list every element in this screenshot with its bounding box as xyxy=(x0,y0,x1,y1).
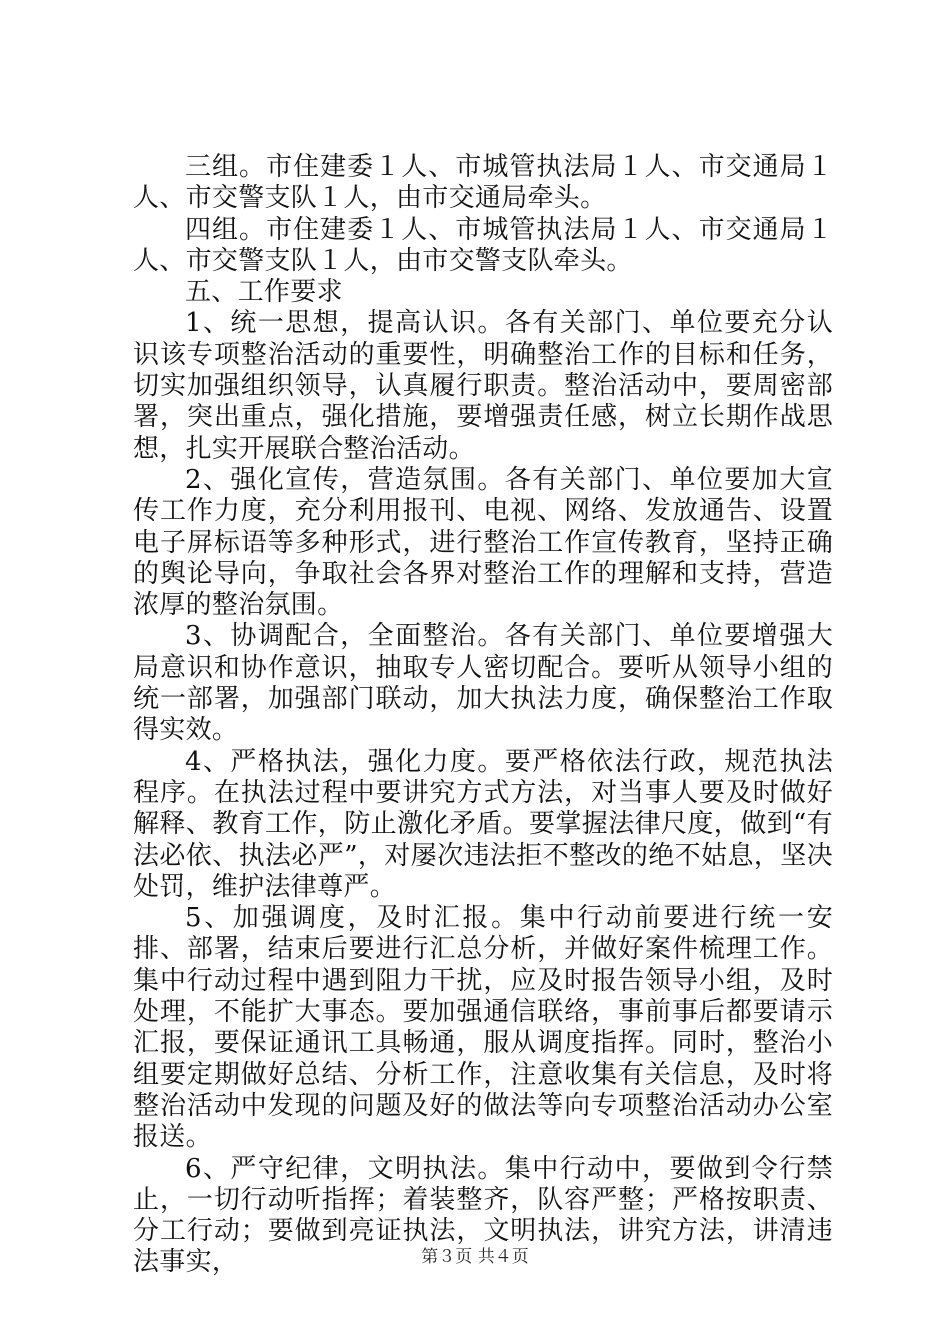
paragraph-requirement-3: 3、协调配合，全面整治。各有关部门、单位要增强大局意识和协作意识，抽取专人密切配合。要听从领导小组的统一部署，加强部门联动，加大执法力度，确保整治工作取得实效。 xyxy=(133,621,833,746)
paragraph-requirement-5: 5、加强调度，及时汇报。集中行动前要进行统一安排、部署，结束后要进行汇总分析，并做好案件梳理工作。集中行动过程中遇到阻力干扰，应及时报告领导小组，及时处理，不能扩大事态。要加强通信联络，事前事后都要请示汇报，要保证通讯工具畅通，服从调度指挥。同时，整治小组要定期做好总结、分析工作，注意收集有关信息，及时将整治活动中发现的问题及好的做法等向专项整治活动办公室报送。 xyxy=(133,903,833,1153)
document-body xyxy=(133,152,833,1279)
paragraph-requirement-4: 4、严格执法，强化力度。要严格依法行政，规范执法程序。在执法过程中要讲究方式方法，对当事人要及时做好解释、教育工作，防止激化矛盾。要掌握法律尺度，做到“有法必依、执法必严”，对屡次违法拒不整改的绝不姑息，坚决处罚，维护法律尊严。 xyxy=(133,746,833,902)
paragraph-requirement-2: 2、强化宣传，营造氛围。各有关部门、单位要加大宣传工作力度，充分利用报刊、电视、网络、发放通告、设置电子屏标语等多种形式，进行整治工作宣传教育，坚持正确的舆论导向，争取社会各界对整治工作的理解和支持，营造浓厚的整治氛围。 xyxy=(133,464,833,621)
paragraph-requirement-1: 1、统一思想，提高认识。各有关部门、单位要充分认识该专项整治活动的重要性，明确整治工作的目标和任务，切实加强组织领导，认真履行职责。整治活动中，要周密部署，突出重点，强化措施，要增强责任感，树立长期作战思想，扎实开展联合整治活动。 xyxy=(133,308,833,464)
page-number-footer: 第３页 共４页 xyxy=(421,1247,529,1267)
paragraph-requirement-6: 6、严守纪律，文明执法。集中行动中，要做到令行禁止，一切行动听指挥；着装整齐，队容严整；严格按职责、分工行动；要做到亮证执法，文明执法，讲究方法，讲清违法事实， xyxy=(133,1153,833,1278)
paragraph-group-three: 三组。市住建委１人、市城管执法局１人、市交通局１人、市交警支队１人，由市交通局牵头。 xyxy=(133,152,833,214)
paragraph-group-four: 四组。市住建委１人、市城管执法局１人、市交通局１人、市交警支队１人，由市交警支队牵头。 xyxy=(133,214,833,276)
section-heading-work-requirements: 五、工作要求 xyxy=(185,277,343,308)
